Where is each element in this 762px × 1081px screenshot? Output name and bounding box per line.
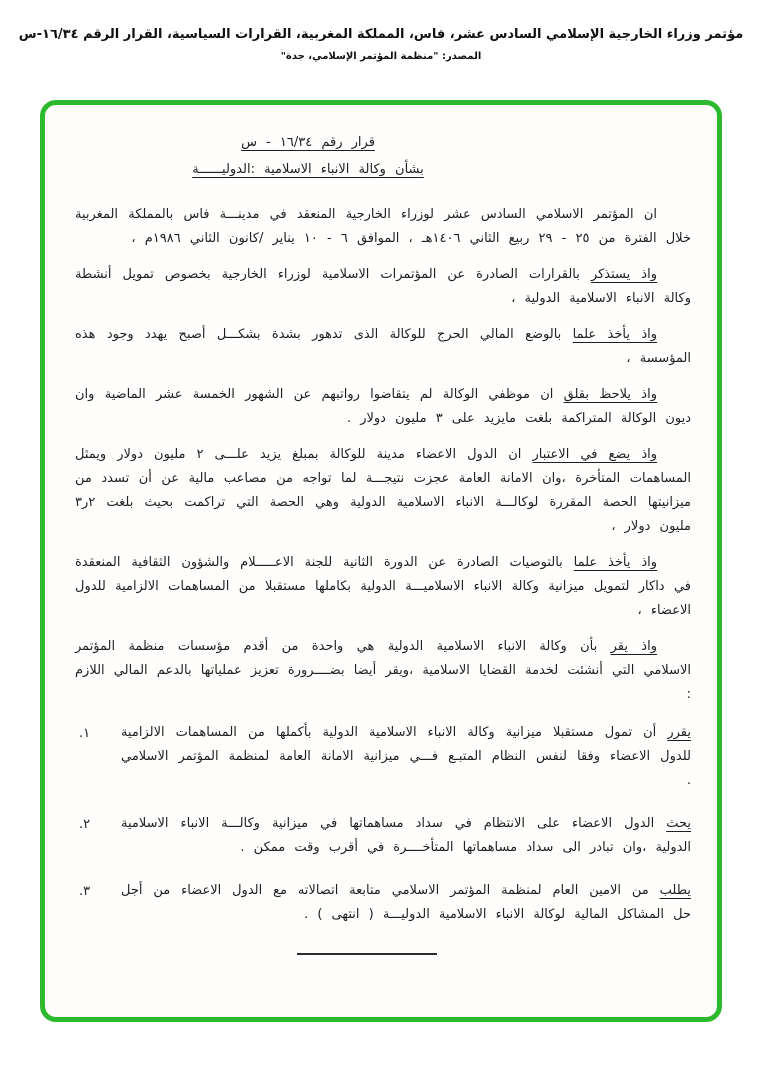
paragraph-text: بالوضع المالي الحرج للوكالة الذى تدهور بشدة بشكـــل أصبح يهدد وجود هذه المؤسسة ، [75, 327, 691, 366]
operative-item [75, 721, 691, 793]
paragraph-lead: واذ يأخذ علما [572, 327, 657, 342]
item-number: ٣. [79, 884, 91, 899]
paragraph-lead: واذ يلاحظ بقلق [563, 387, 657, 402]
recital-paragraph [75, 263, 691, 311]
item-lead: يحث [666, 816, 691, 831]
item-text: الدول الاعضاء على الانتظام في سداد مساهماتها في ميزانية وكالـــة الانباء الاسلامية الدولية ،وان تبادر الى سداد مساهماتها المتأخــــرة في أقرب وقت ممكن . [121, 816, 691, 855]
paragraph-text: ان الدول الاعضاء مدينة للوكالة بمبلغ يزيد علـــى ٢ مليون دولار ويمثل المساهمات المتأخرة ،وان الامانة العامة عجزت نتيجـــة لما تواجه من مصاعب مالية عن أن تسدد من ميزانيتها الحصة المقررة لوكالـــة الانباء الاسلامية الدولية وهي الحصة التي تراكمت بحيث بلغت ٢ر٣ مليون دولار ، [75, 447, 691, 534]
paragraph-lead: واذ يستذكر [590, 267, 657, 282]
document-content [45, 105, 717, 955]
paragraph-text: بأن وكالة الانباء الاسلامية الدولية هي واحدة من أقدم مؤسسات منظمة المؤتمر الاسلامي التي أنشئت لخدمة القضايا الاسلامية ،ويقر أيضا بضــــرورة تعزيز عملياتها بالدعم المالي اللازم : [75, 639, 691, 702]
paragraph-lead: واذ يقر [610, 639, 657, 654]
item-paragraph [121, 879, 691, 927]
recital-paragraph [75, 383, 691, 431]
operative-item [75, 812, 691, 860]
resolution-number-title: قرار رقم ١٦/٣٤ - س [241, 135, 375, 150]
item-text: أن تمول مستقبلا ميزانية وكالة الانباء الاسلامية الدولية بأكملها من المساهمات الالزامية للدول الاعضاء وفقا لنفس النظام المتبـع فـــي ميزانية الامانة العامة لمنظمة المؤتمر الاسلامي . [121, 725, 691, 788]
paragraph-text: ان موظفي الوكالة لم يتقاضوا رواتبهم عن الشهور الخمسة عشر الماضية وان ديون الوكالة المتراكمة بلغت مايزيد على ٣ مليون دولار . [75, 387, 691, 426]
preamble-paragraph [75, 203, 691, 251]
item-paragraph [121, 721, 691, 793]
end-divider [297, 953, 437, 955]
operative-item [75, 879, 691, 927]
recital-paragraph [75, 551, 691, 623]
paragraph-text: بالقرارات الصادرة عن المؤتمرات الاسلامية لوزراء الخارجية بخصوص تمويل أنشطة وكالة الانباء الاسلامية الدولية ، [75, 267, 691, 306]
item-paragraph [121, 812, 691, 860]
item-lead: يطلب [659, 883, 691, 898]
recital-paragraph [75, 323, 691, 371]
item-number: ١. [79, 726, 91, 741]
resolution-title-block [75, 129, 691, 183]
header-citation: مؤتمر وزراء الخارجية الإسلامي السادس عشر، فاس، المملكة المغربية، القرارات السياسية، القرار الرقم ١٦/٣٤-س [18, 27, 744, 42]
document-frame [40, 100, 722, 1022]
item-text: من الامين العام لمنظمة المؤتمر الاسلامي متابعة اتصالاته مع الدول الاعضاء من أجل حل المشاكل المالية لوكالة الانباء الاسلامية الدوليـــة ( انتهى ) . [121, 883, 691, 922]
item-lead: يقرر [667, 725, 691, 740]
recital-paragraph [75, 635, 691, 707]
paragraph-text: بالتوصيات الصادرة عن الدورة الثانية للجنة الاعـــــلام والشؤون الثقافية المنعقدة في داكار لتمويل ميزانية وكالة الانباء الاسلاميـــة الدولية بكاملها مستقبلا من المساهمات الالزامية للدول الاعضاء ، [75, 555, 691, 618]
item-number: ٢. [79, 817, 91, 832]
paragraph-lead: واذ يضع في الاعتبار [532, 447, 657, 462]
resolution-subject-title: بشأن وكالة الانباء الاسلامية :الدوليــــــة [192, 162, 424, 177]
recital-paragraph [75, 443, 691, 539]
paragraph-lead: واذ يأخذ علما [573, 555, 657, 570]
paragraph-text: ان المؤتمر الاسلامي السادس عشر لوزراء الخارجية المنعقد في مدينـــة فاس بالمملكة المغربية خلال الفترة من ٢٥ - ٢٩ ربيع الثاني ١٤٠٦هـ ، الموافق ٦ - ١٠ يناير /كانون الثاني ١٩٨٦م ، [75, 207, 691, 246]
header-source: المصدر: "منظمة المؤتمر الإسلامي، جدة" [280, 51, 482, 62]
operative-items [75, 721, 691, 927]
